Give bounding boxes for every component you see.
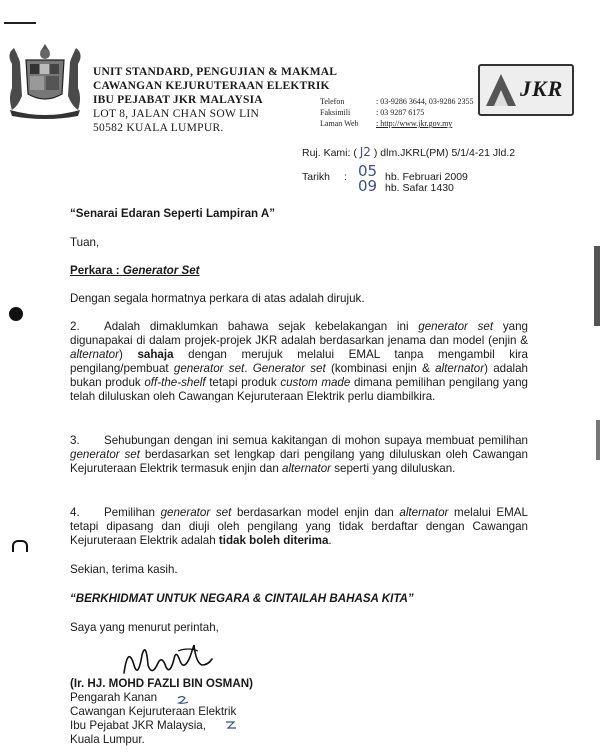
scan-mark-top — [4, 22, 36, 24]
handwritten-tick-1 — [176, 694, 190, 706]
jkr-logo — [478, 64, 574, 116]
signatory-city: Kuala Lumpur. — [70, 733, 145, 746]
paragraph-4: 4. Pemilihan generator set berdasarkan model enjin dan alternator melalui EMAL tetapi dipasang dan diuji oleh pengilang yang tidak berdaftar dengan Cawangan Kejuruteraan Elektrik adalah tidak boleh diterima. — [70, 506, 528, 548]
jkr-logo-mark — [484, 72, 518, 108]
paragraph-3: 3. Sehubungan dengan ini semua kakitangan di mohon supaya membuat pemilihan generator set berdasarkan set lengkap dari pengilang yang diluluskan oleh Cawangan Kejuruteraan Elektrik termasuk enjin dan alternator seperti yang diluluskan. — [70, 434, 528, 476]
reference-label: Ruj. Kami: ( — [302, 147, 357, 159]
telefon-label: Telefon — [320, 97, 345, 106]
yours-faithfully: Saya yang menurut perintah, — [70, 621, 219, 634]
signatory-name: (Ir. HJ. MOHD FAZLI BIN OSMAN) — [70, 677, 253, 690]
date-hijri: hb. Safar 1430 — [385, 182, 454, 194]
intro-paragraph: Dengan segala hormatnya perkara di atas adalah dirujuk. — [70, 292, 365, 305]
punch-hole — [9, 307, 23, 321]
reference-line — [302, 145, 515, 160]
subject — [70, 264, 200, 278]
reference-file-number: ) dlm.JKRL(PM) 5/1/4-21 Jld.2 — [373, 147, 516, 159]
faksimili-label: Faksimili — [320, 108, 351, 117]
laman-web-link[interactable]: : http://www.jkr.gov.my — [376, 119, 453, 128]
letterhead-unit: UNIT STANDARD, PENGUJIAN & MAKMAL — [93, 66, 338, 78]
jkr-logo-text: JKR — [520, 76, 564, 101]
contact-block — [320, 97, 480, 129]
para4-number: 4. — [70, 506, 80, 519]
date-day-handwritten: 05 — [358, 162, 378, 180]
para3-number: 3. — [70, 434, 80, 447]
motto: “BERKHIDMAT UNTUK NEGARA & CINTAILAH BAHASA KITA” — [70, 592, 414, 605]
reference-handwritten-number: J2 — [359, 145, 371, 159]
signatory-office: Ibu Pejabat JKR Malaysia, — [70, 719, 206, 732]
scan-mark-right — [594, 246, 600, 326]
laman-web-label: Laman Web — [320, 119, 359, 128]
paragraph-2: 2. Adalah dimaklumkan bahawa sejak kebelakangan ini generator set yang digunapakai di dalam projek-projek JKR adalah berdasarkan jenama dan model (enjin & alternator) sahaja dengan merujuk melalui EMAL tanpa mengambil kira pengilang/pembuat generator set. Generator set (kombinasi enjin & alternator) adalah bukan produk off-the-shelf tetapi produk custom made dimana pemilihan pengilang yang telah diluluskan oleh Cawangan Kejuruteraan Elektrik perlu diambilkira. — [70, 320, 529, 404]
letterhead-branch: CAWANGAN KEJURUTERAAN ELEKTRIK — [93, 80, 330, 92]
coat-of-arms-emblem — [2, 42, 88, 120]
scan-mark-right-low — [596, 420, 600, 460]
para2-number: 2. — [70, 320, 80, 333]
scan-mark-clip — [12, 540, 28, 552]
subject-prefix: Perkara : — [70, 264, 123, 277]
closing-remark: Sekian, terima kasih. — [70, 563, 178, 576]
recipient: “Senarai Edaran Seperti Lampiran A” — [70, 207, 276, 220]
signatory-title: Pengarah Kanan — [70, 691, 158, 704]
faksimili-value: : 03 9287 6175 — [376, 108, 425, 117]
letterhead-address-city: 50582 KUALA LUMPUR. — [93, 122, 224, 134]
handwritten-tick-2 — [224, 719, 238, 731]
letterhead-hq: IBU PEJABAT JKR MALAYSIA — [93, 94, 263, 106]
hijri-day-handwritten: 09 — [358, 177, 378, 195]
date-label: Tarikh — [302, 171, 331, 183]
date-colon: : — [344, 171, 347, 183]
letterhead-address-street: LOT 8, JALAN CHAN SOW LIN — [93, 108, 260, 120]
salutation: Tuan, — [70, 236, 100, 249]
signatory-department: Cawangan Kejuruteraan Elektrik — [70, 705, 237, 718]
telefon-value: : 03-9286 3644, 03-9286 2355 — [376, 97, 474, 106]
subject-topic: Generator Set — [122, 264, 200, 277]
date-gregorian: hb. Februari 2009 — [385, 171, 468, 183]
